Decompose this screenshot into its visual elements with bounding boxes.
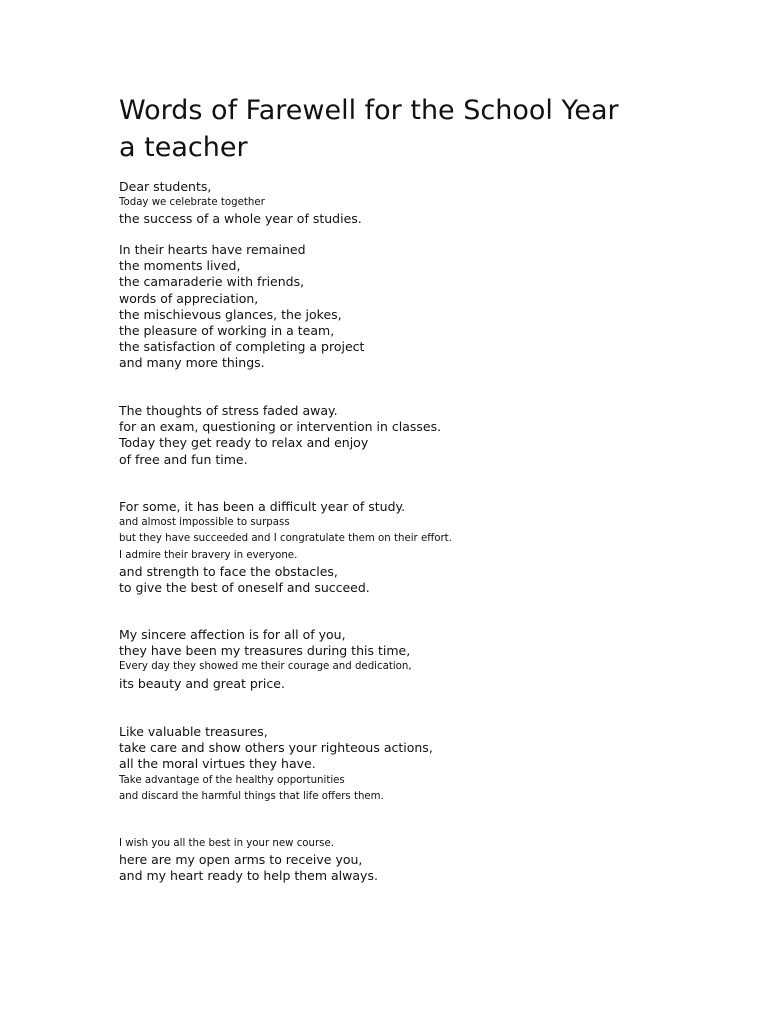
- poem-line: the pleasure of working in a team,: [119, 322, 335, 338]
- poem-line: Today they get ready to relax and enjoy: [119, 435, 369, 451]
- poem-line: for an exam, questioning or intervention in classes.: [119, 419, 442, 435]
- stanza-1: [119, 179, 739, 228]
- poem-line: and almost impossible to surpass: [119, 517, 290, 529]
- poem-line: In their hearts have remained: [119, 242, 306, 257]
- poem-line: Today we celebrate together: [119, 197, 265, 209]
- title-line: a teacher: [119, 132, 248, 163]
- poem-line: I wish you all the best in your new course.: [119, 838, 334, 849]
- poem-line: its beauty and great price.: [119, 675, 285, 691]
- poem-line: and many more things.: [119, 355, 265, 371]
- stanza-4: [119, 499, 739, 596]
- poem-line: of free and fun time.: [119, 451, 248, 467]
- stanza-5: [119, 627, 739, 692]
- stanza-7: [119, 836, 739, 885]
- poem-line: take care and show others your righteous actions,: [119, 740, 433, 756]
- poem-line: the moments lived,: [119, 258, 241, 274]
- poem-line: For some, it has been a difficult year of study.: [119, 499, 406, 514]
- poem-line: the success of a whole year of studies.: [119, 211, 362, 227]
- poem-line: and strength to face the obstacles,: [119, 563, 338, 579]
- poem-line: The thoughts of stress faded away.: [119, 403, 338, 418]
- poem-line: the satisfaction of completing a project: [119, 339, 365, 355]
- stanza-6: [119, 724, 739, 805]
- poem-line: here are my open arms to receive you,: [119, 852, 363, 868]
- poem-line: Like valuable treasures,: [119, 724, 268, 739]
- poem-line: and discard the harmful things that life offers them.: [119, 790, 384, 802]
- title-line: Words of Farewell for the School Year: [119, 95, 619, 126]
- poem-line: My sincere affection is for all of you,: [119, 627, 346, 642]
- poem-line: Every day they showed me their courage and dedication,: [119, 661, 412, 673]
- poem-line: to give the best of oneself and succeed.: [119, 579, 370, 595]
- poem-line: the camaraderie with friends,: [119, 274, 305, 290]
- poem-line: but they have succeeded and I congratulate them on their effort.: [119, 533, 452, 545]
- poem-line: Take advantage of the healthy opportunities: [119, 774, 345, 786]
- poem-line: all the moral virtues they have.: [119, 756, 316, 772]
- poem-line: and my heart ready to help them always.: [119, 868, 378, 884]
- poem-line: they have been my treasures during this time,: [119, 643, 411, 659]
- poem-line: I admire their bravery in everyone.: [119, 549, 298, 561]
- poem-line: the mischievous glances, the jokes,: [119, 306, 342, 322]
- stanza-3: [119, 403, 739, 468]
- poem-line: Dear students,: [119, 179, 212, 194]
- stanza-2: [119, 242, 739, 372]
- poem-line: words of appreciation,: [119, 290, 259, 306]
- document-title: [119, 92, 619, 166]
